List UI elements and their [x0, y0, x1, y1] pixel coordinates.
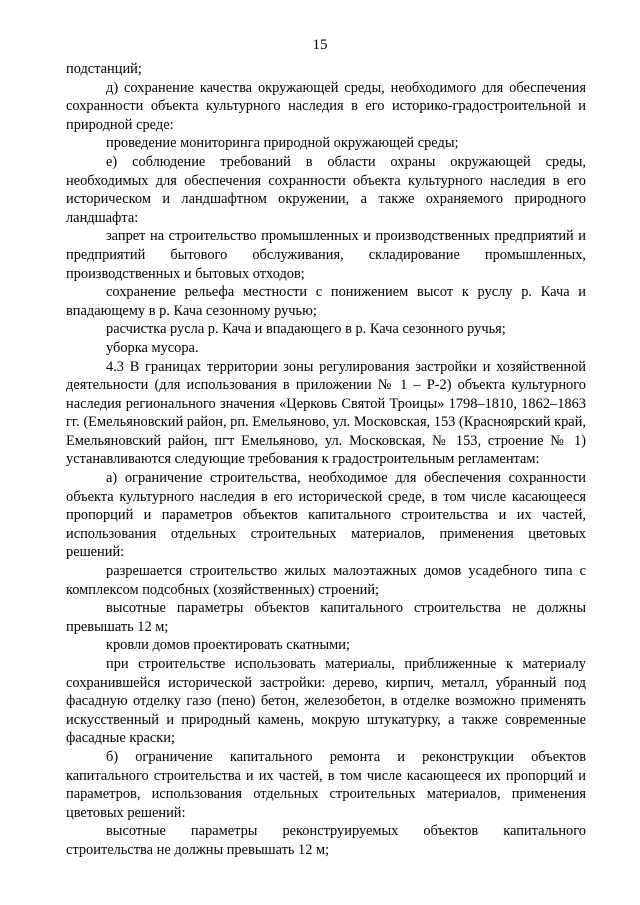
paragraph: расчистка русла р. Кача и впадающего в р. Кача сезонного ручья; — [106, 321, 506, 338]
paragraph: сохранение рельефа местности с понижением высот к руслу р. Кача и впадающему в р. Кача сезонному ручью; — [66, 284, 586, 319]
page-number: 15 — [312, 37, 328, 53]
document-body — [66, 60, 586, 860]
paragraph: разрешается строительство жилых малоэтажных домов усадебного типа с комплексом подсобных (хозяйственных) строений; — [66, 563, 586, 598]
paragraph: а) ограничение строительства, необходимое для обеспечения сохранности объекта культурного наследия в его исторической среде, в том числе касающееся пропорций и параметров объектов капитального строительства и их частей, использования отдельных строительных материалов, применения цветовых решений: — [66, 470, 586, 561]
paragraph: д) сохранение качества окружающей среды, необходимого для обеспечения сохранности объекта культурного наследия в его историко-градостроительной и природной среде: — [66, 79, 586, 133]
paragraph: высотные параметры реконструируемых объектов капитального строительства не должны превышать 12 м; — [66, 823, 586, 858]
paragraph: е) соблюдение требований в области охраны окружающей среды, необходимых для обеспечения сохранности объекта культурного наследия в его историческом и ландшафтном окружении, а также охраняемого природного ландшафта: — [66, 153, 586, 226]
paragraph: запрет на строительство промышленных и производственных предприятий и предприятий бытового обслуживания, складирование промышленных, производственных и бытовых отходов; — [66, 228, 586, 282]
paragraph: проведение мониторинга природной окружающей среды; — [106, 135, 459, 152]
paragraph: высотные параметры объектов капитального строительства не должны превышать 12 м; — [66, 600, 586, 635]
paragraph: уборка мусора. — [106, 339, 199, 356]
paragraph: б) ограничение капитального ремонта и реконструкции объектов капитального строительства и их частей, в том числе касающееся их пропорций и параметров, использования отдельных строительных материалов, применения цветовых решений: — [66, 748, 586, 821]
paragraph: подстанций; — [66, 61, 142, 77]
paragraph: 4.3 В границах территории зоны регулирования застройки и хозяйственной деятельности (для использования в приложении № 1 – Р-2) объекта культурного наследия регионального значения «Церковь Святой Троицы» 1798–1810, 1862–1863 гг. (Емельяновский район, рп. Емельяново, ул. Московская, 153 (Красноярский край, Емельяновский район, пгт Емельяново, ул. Московская, № 153, строение № 1) устанавливаются следующие требования к градостроительным регламентам: — [66, 358, 586, 468]
paragraph: при строительстве использовать материалы, приближенные к материалу сохранившейся исторической застройки: дерево, кирпич, металл, убранный под фасадную отделку газо (пено) бетон, железобетон, в отделке возможно применять искусственный и природный камень, мокрую штукатурку, а также современные фасадные краски; — [66, 656, 586, 747]
paragraph: кровли домов проектировать скатными; — [106, 637, 350, 654]
